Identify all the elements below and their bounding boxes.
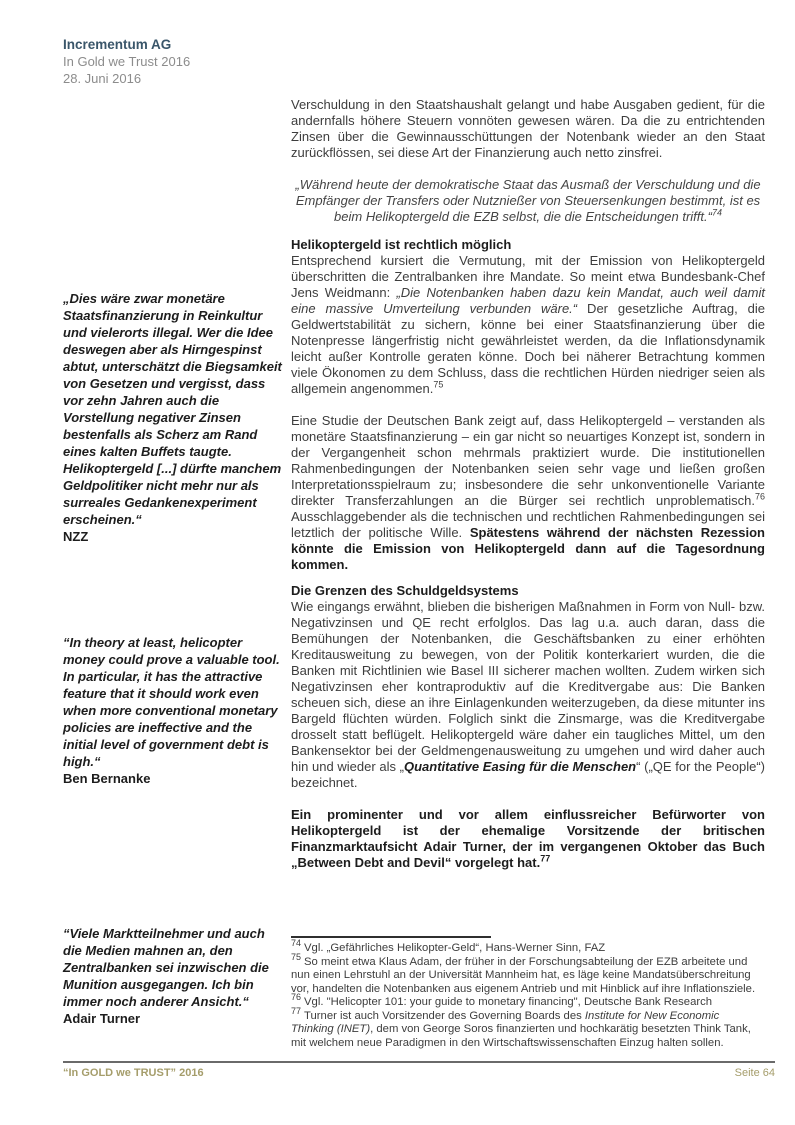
study-paragraph-text: Ausschlaggebender als die technischen und rechtlichen Rahmenbedingungen sei letztlich der politische Wille. xyxy=(291,509,765,540)
pull-quote-text: „Während heute der demokratische Staat das Ausmaß der Verschuldung und die Empfänger der Transfers oder Nutznießer von Steuersenkungen bestimmt, ist es beim Helikoptergeld die EZB selbst, die die Entscheidungen trifft.“ xyxy=(295,177,761,224)
inet-italic: Institute for New Economic Thinking (INET) xyxy=(291,1009,720,1035)
margin-quote-source: Ben Bernanke xyxy=(63,771,151,786)
main-column xyxy=(291,97,765,887)
limits-paragraph-text: Wie eingangs erwähnt, blieben die bisherigen Maßnahmen in Form von Null- bzw. Negativzinsen und QE recht erfolglos. Das lag u.a. auch daran, dass die Bemühungen der Notenbanken, die Geschäftsbanken zu einer erhöhten Kreditausweitung zu bewegen, von der Politik konterkariert wurden, die die Banken mit Richtlinien wie Basel III sicherer machen wollten. Zudem wirken sich Negativzinsen eher kontraproduktiv auf die Kreditvergabe aus: Die Banken scheuen sich, diese an ihre Einlagenkunden weiterzugeben, da diese mitunter ins Bargeld flüchten würden. Folglich sinkt die Zinsmarge, was die Kreditvergabe drosselt statt beflügelt. Helikoptergeld wäre daher ein taugliches Mittel, um den Bankensektor bei der Geldmengenausweitung zu umgehen und wird daher auch hin und wieder als „ xyxy=(291,599,765,774)
footnote-number: 77 xyxy=(291,1005,302,1016)
footer-separator xyxy=(63,1061,775,1063)
margin-quote-text: “Viele Marktteilnehmer und auch die Medien mahnen an, den Zentralbanken sei inzwischen die Munition ausgegangen. Ich bin immer noch anderer Ansicht.“ xyxy=(63,926,269,1009)
legal-paragraph xyxy=(291,253,765,397)
page-header xyxy=(63,36,190,87)
footnote-76 xyxy=(291,992,765,1010)
footnote-text: So meint etwa Klaus Adam, der früher in der Forschungsabteilung der EZB arbeitete und nun einen Lehrstuhl an der Universität Mannheim hat, es läge keine Mandatsüberschreitung vor, handelten die Notenbanken aus eigenem Antrieb und mit Hinblick auf ihre Inflationsziele. xyxy=(291,955,756,995)
margin-quote-turner xyxy=(63,925,283,1027)
footnote-text: , dem von George Soros finanzierten und hochkarätig besetzten Think Tank, mit welchem neue Paradigmen in den Wirtschaftswissenschaften Einzug halten sollen. xyxy=(291,1023,751,1049)
study-paragraph-text: Eine Studie der Deutschen Bank zeigt auf, dass Helikoptergeld – verstanden als monetäre Staatsfinanzierung – ein gar nicht so neuartiges Konzept ist, sondern in der Vergangenheit schon mehrmals praktiziert wurde. Die institutionellen Rahmenbedingungen der Notenbanken seien sehr vage und ließen großen Interpretationsspielraum zu; insbesondere die sehr unkonventionelle Variante direkter Transferzahlungen an die Bürger sei rechtlich unproblematisch. xyxy=(291,413,765,508)
report-date: 28. Juni 2016 xyxy=(63,71,142,86)
footnote-77 xyxy=(291,1005,765,1051)
footnote-number: 76 xyxy=(291,992,302,1003)
footer-report-title: “In GOLD we TRUST” 2016 xyxy=(63,1067,204,1079)
margin-quote-bernanke xyxy=(63,634,283,787)
footnote-number: 75 xyxy=(291,951,302,962)
footnote-marker-74: 74 xyxy=(711,207,722,218)
footnote-75 xyxy=(291,951,765,997)
limits-paragraph xyxy=(291,599,765,791)
section-heading-legal: Helikoptergeld ist rechtlich möglich xyxy=(291,237,512,252)
footnote-text: Vgl. „Gefährliches Helikopter-Geld“, Hans-Werner Sinn, FAZ xyxy=(304,942,606,954)
footnote-marker-76: 76 xyxy=(754,491,765,502)
page-number: Seite 64 xyxy=(734,1067,775,1079)
section-heading-limits: Die Grenzen des Schuldgeldsystems xyxy=(291,583,519,598)
footnote-number: 74 xyxy=(291,938,302,949)
intro-paragraph: Verschuldung in den Staatshaushalt gelangt und habe Ausgaben gedient, für die andernfalls höhere Steuern vonnöten gewesen wären. Da die zu entrichtenden Zinsen über die Gewinnausschüttungen der Notenbank wieder an den Staat zurückflössen, sei diese Art der Finanzierung auch netto zinsfrei. xyxy=(291,97,765,160)
turner-paragraph xyxy=(291,807,765,871)
limits-paragraph-text: “ („QE for the People“) bezeichnet. xyxy=(291,759,765,790)
footnote-marker-75: 75 xyxy=(433,379,444,390)
pull-quote xyxy=(291,177,765,225)
company-name: Incrementum AG xyxy=(63,37,172,52)
report-title: In Gold we Trust 2016 xyxy=(63,54,191,69)
legal-paragraph-text: Der gesetzliche Auftrag, die Geldwertstabilität zu sichern, könne bei einer Staatsfinanzierung über die Notenpresse längerfristig nicht gewährleistet werden, da die Inflationsdynamik leicht außer Kontrolle geraten könne. Doch bei näherer Betrachtung kommen viele Ökonomen zu dem Schluss, dass die rechtlichen Hürden niedriger seien als allgemein angenommen. xyxy=(291,301,765,396)
margin-quote-source: Adair Turner xyxy=(63,1011,141,1026)
footnote-text: Vgl. "Helicopter 101: your guide to monetary financing", Deutsche Bank Research xyxy=(304,996,713,1008)
page-footer xyxy=(63,1067,775,1079)
footnote-text: Turner ist auch Vorsitzender des Governing Boards des xyxy=(304,1009,585,1022)
footnotes-block xyxy=(291,936,765,1050)
margin-quote-text: „Dies wäre zwar monetäre Staatsfinanzierung in Reinkultur und vielerorts illegal. Wer die Idee deswegen aber als Hirngespinst abtut, unterschätzt die Biegsamkeit von Gesetzen und vergisst, dass vor zehn Jahren auch die Vorstellung negativer Zinsen bestenfalls als Scherz am Rand eines kalten Buffets taugte. Helikoptergeld [...] dürfte manchem Geldpolitiker nicht mehr nur als surreales Gedankenexperiment erscheinen.“ xyxy=(63,291,282,527)
footnote-marker-77: 77 xyxy=(540,853,551,864)
study-paragraph xyxy=(291,413,765,573)
legal-paragraph-text: Entsprechend kursiert die Vermutung, mit der Emission von Helikoptergeld überschritten die Zentralbanken ihre Mandate. So meint etwa Bundesbank-Chef Jens Weidmann: xyxy=(291,253,765,300)
margin-quote-text: “In theory at least, helicopter money could prove a valuable tool. In particular, it has the attractive feature that it should work even when more conventional monetary policies are ineffective and the initial level of government debt is high.“ xyxy=(63,635,280,769)
margin-quote-source: NZZ xyxy=(63,529,89,544)
margin-quote-nzz xyxy=(63,290,283,545)
footnote-74 xyxy=(291,938,765,956)
turner-paragraph-text: Ein prominenter und vor allem einflussreicher Befürworter von Helikoptergeld ist der ehemalige Vorsitzende der britischen Finanzmarktaufsicht Adair Turner, der im vergangenen Oktober das Buch „Between Debt and Devil“ vorgelegt hat. xyxy=(291,807,765,870)
footnote-separator xyxy=(291,936,491,938)
qe-for-people-phrase: Quantitative Easing für die Menschen xyxy=(403,759,637,774)
weidmann-quote: „Die Notenbanken haben dazu kein Mandat, auch weil damit eine massive Umverteilung verbunden wäre.“ xyxy=(291,285,765,316)
bold-conclusion: Spätestens während der nächsten Rezession könnte die Emission von Helikoptergeld dann auf die Tagesordnung kommen. xyxy=(291,525,765,572)
